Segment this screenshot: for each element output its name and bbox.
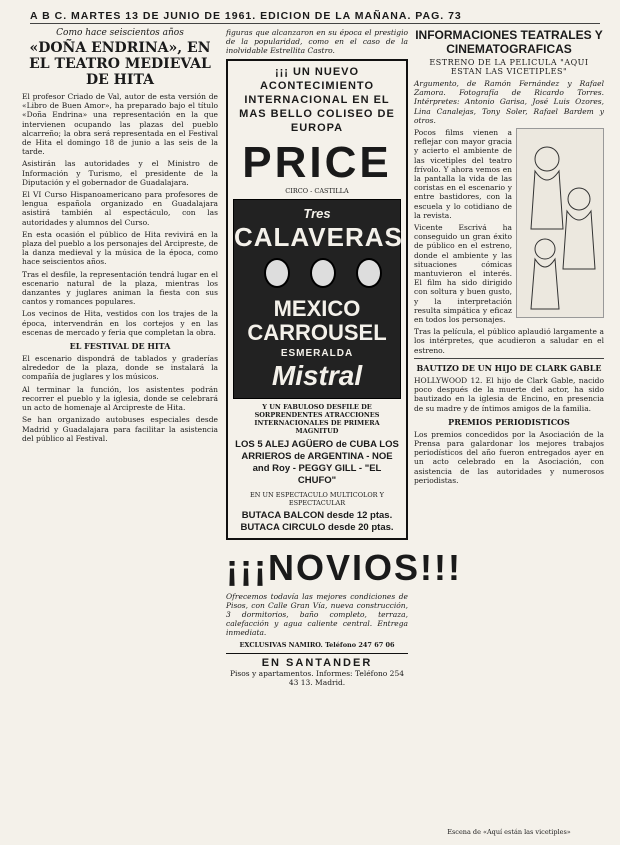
price-circus-ad bbox=[226, 59, 408, 540]
article-paragraph: Se han organizado autobuses especiales desde Madrid y Guadalajara para facilitar la asistencia del público al Festival. bbox=[22, 415, 218, 443]
ad-description: Y UN FABULOSO DESFILE DE SORPRENDENTES ATRACCIONES INTERNACIONALES DE PRIMERA MAGNITUD bbox=[254, 402, 380, 435]
novios-ad-text: Ofrecemos todavía las mejores condiciones de Pisos, con Calle Gran Vía, nueva construcción, 3 dormitorios, baño completo, terraza, calefacción y agua caliente central. Entrega inmediata. bbox=[226, 591, 408, 638]
santander-ad-text: Pisos y apartamentos. Informes: Teléfono 254 43 13. Madrid. bbox=[229, 668, 405, 687]
prizes-subhead: PREMIOS PERIODISTICOS bbox=[448, 416, 570, 427]
article-paragraph: El escenario dispondrá de tablados y graderías alrededor de la plaza, donde se instalará la compañía de juglares y los músicos. bbox=[22, 354, 218, 382]
column-right bbox=[414, 28, 604, 828]
article-paragraph: Los vecinos de Hita, vestidos con los trajes de la época, intervendrán en los cortejos y en las escenas de mercado y feria que completan la obra. bbox=[22, 309, 218, 337]
performer-face-icon bbox=[264, 258, 290, 288]
poster-show-1: MEXICO bbox=[273, 295, 361, 321]
column-middle bbox=[226, 28, 462, 833]
ad-price-2: BUTACA CIRCULO desde 20 ptas. bbox=[240, 521, 394, 533]
poster-show-2: CARROUSEL bbox=[247, 319, 387, 345]
film-credits: Argumento, de Ramón Fernández y Rafael Zamora. Fotografía de Ricardo Torres. Intérpretes: Antonio Garisa, José Luis Ozores, Lina Canalejas, Tony Soler, Rafael Bardem y otros. bbox=[414, 79, 604, 125]
ad-headline: ¡¡¡ UN NUEVO ACONTECIMIENTO INTERNACIONAL EN EL MAS BELLO COLISEO DE EUROPA bbox=[239, 65, 395, 134]
novios-ad-tag: EXCLUSIVAS NAMIRO. Teléfono 247 67 06 bbox=[239, 640, 395, 649]
article-paragraph: Asistirán las autoridades y el Ministro de Información y Turismo, el presidente de la Diputación y el gobernador de Guadalajara. bbox=[22, 159, 218, 187]
article-paragraph: El profesor Criado de Val, autor de esta versión de «Libro de Buen Amor», ha preparado bajo el título «Doña Endrina» una representación en la que intervienen ocupando las plazas del pueblo alcarreño; la obra será representada en el Festival de Hita el domingo 18 de junio a las seis de la tarde. bbox=[22, 92, 218, 157]
article-paragraph: Al terminar la función, los asistentes podrán recorrer el pueblo y la iglesia, donde se celebrará un acto de homenaje al Arcipreste de Hita. bbox=[22, 384, 218, 413]
page-header bbox=[30, 8, 600, 24]
novios-ad-title: ¡¡¡NOVIOS!!! bbox=[226, 546, 462, 588]
gable-paragraph: HOLLYWOOD 12. El hijo de Clark Gable, nacido poco después de la muerte del actor, ha sido bautizado en la iglesia de Encino, en presencia de su madre y de íntimos amigos de la familia. bbox=[414, 375, 604, 413]
header-text: A B C. MARTES 13 DE JUNIO DE 1961. EDICION DE LA MAÑANA. PAG. 73 bbox=[30, 9, 462, 22]
article-headline: «DOÑA ENDRINA», EN EL TEATRO MEDIEVAL DE HITA bbox=[29, 40, 211, 88]
ad-theatre-sub: CIRCO - CASTILLA bbox=[285, 186, 349, 195]
article-kicker: Como hace seiscientos años bbox=[56, 28, 184, 38]
gable-subhead: BAUTIZO DE UN HIJO DE CLARK GABLE bbox=[416, 362, 602, 373]
article-paragraph: En esta ocasión el público de Hita revivirá en la plaza del pueblo a los personajes del Arcipreste, de la danza medieval y la música de la época, como hace seiscientos años. bbox=[22, 229, 218, 267]
poster-title: CALAVERAS bbox=[234, 221, 403, 252]
poster-top: Tres bbox=[303, 205, 331, 221]
divider bbox=[414, 358, 604, 359]
show-poster bbox=[233, 199, 401, 399]
article-subhead: EL FESTIVAL DE HITA bbox=[69, 341, 171, 352]
ad-description-2: EN UN ESPECTACULO MULTICOLOR Y ESPECTACULAR bbox=[250, 490, 384, 507]
performer-face-icon bbox=[310, 258, 336, 288]
poster-show-3: ESMERALDA bbox=[280, 347, 354, 359]
prizes-paragraph: Los premios concedidos por la Asociación de la Prensa para galardonar los mejores trabajos periodísticos del año fueron entregados ayer en un acto celebrado en la Asociación, con asistencia de las autoridades y numerosos periodistas. bbox=[414, 429, 604, 485]
illustration-caption: Escena de «Aquí están las vicetiples» bbox=[447, 828, 571, 836]
film-review-paragraph: Pocos films vienen a reflejar con mayor gracia y acierto el ambiente de las vicetiples del teatro frívolo. Y ahora vemos en la pantalla la vida de las coristas en el escenario y entre bastidores, con la escuela y lo cotidiano de la revista. bbox=[414, 128, 512, 220]
intro-text: figuras que alcanzaron en su época el prestigio de la popularidad, como en el caso de la inolvidable Estrellita Castro. bbox=[226, 28, 408, 56]
article-paragraph: El VI Curso Hispanoamericano para profesores de lengua española organizado en Guadalajara asistirá también al espectáculo, con las autoridades y alumnos del Curso. bbox=[22, 190, 218, 227]
poster-show-4: Mistral bbox=[271, 359, 363, 391]
vicetiples-drawing-icon bbox=[517, 129, 605, 319]
ad-acts: LOS 5 ALEJ AGÜERO de CUBA LOS ARRIEROS de ARGENTINA - NOE and Roy - PEGGY GILL - "EL CHUFO" bbox=[235, 438, 399, 486]
performer-face-icon bbox=[356, 258, 382, 288]
ad-theatre-name: PRICE bbox=[242, 137, 392, 187]
column-left bbox=[22, 28, 218, 833]
film-review-paragraph: Vicente Escrivá ha conseguido un gran éxito de público en el estreno, donde el ambiente y las situaciones cómicas mantuvieron el interés. El film ha sido dirigido con soltura y buen gusto, y la interpretación resulta simpática y eficaz en todos los personajes. bbox=[414, 223, 512, 325]
section-subhead: ESTRENO DE LA PELICULA "AQUI ESTAN LAS VICETIPLES" bbox=[429, 58, 589, 76]
film-illustration bbox=[516, 128, 604, 318]
article-paragraph: Tras el desfile, la representación tendrá lugar en el escenario natural de la plaza, mientras los danzantes y juglares animan la fiesta con sus cantos y romances populares. bbox=[22, 269, 218, 307]
film-review-paragraph: Tras la película, el público aplaudió largamente a los intérpretes, que acudieron a saludar en el estreno. bbox=[414, 327, 604, 355]
santander-ad-title: EN SANTANDER bbox=[226, 653, 408, 669]
section-headline: INFORMACIONES TEATRALES Y CINEMATOGRAFICAS bbox=[415, 28, 603, 56]
ad-price-1: BUTACA BALCON desde 12 ptas. bbox=[241, 509, 393, 521]
